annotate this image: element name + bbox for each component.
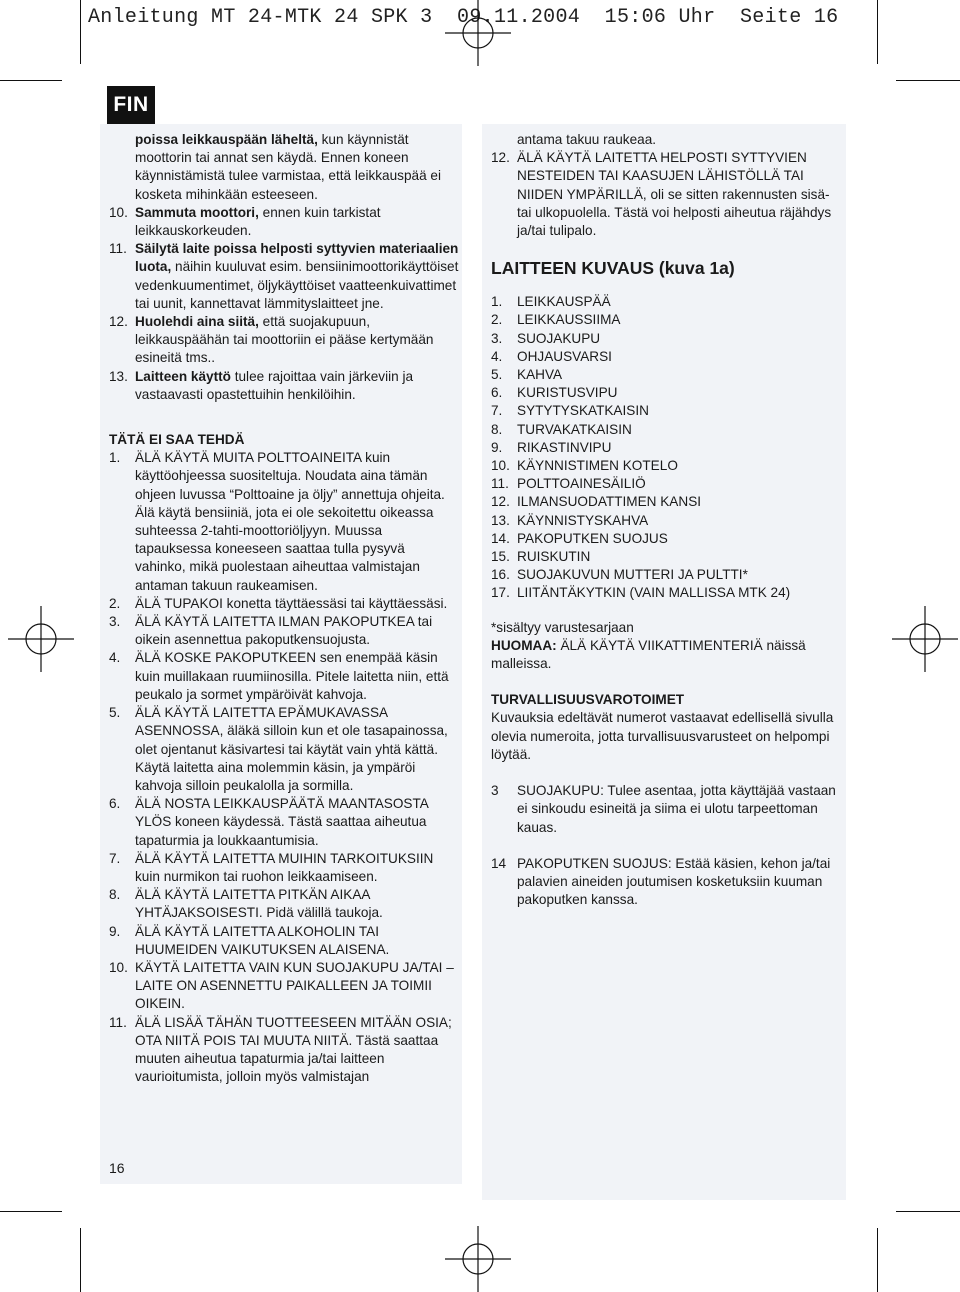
right-column	[491, 131, 843, 909]
print-header: Anleitung MT 24-MTK 24 SPK 3 09.11.2004 15:06 Uhr Seite 16	[88, 6, 839, 29]
part-item	[491, 384, 843, 402]
item-text: ÄLÄ KÄYTÄ LAITETTA ILMAN PAKOPUTKEA tai oikein asennettua pakoputkensuojusta.	[135, 614, 433, 648]
part-item	[491, 584, 843, 602]
part-item	[491, 330, 843, 348]
item-bold: Säilytä laite poissa helposti syttyvien materiaalien luota,	[135, 241, 459, 275]
left-column	[109, 131, 459, 1086]
item-number: 6.	[109, 796, 121, 812]
safety-rule-item	[109, 240, 459, 313]
dont-item	[109, 850, 459, 886]
item-text: KAHVA	[517, 367, 563, 383]
item-number: 10.	[109, 959, 128, 975]
item-text: PAKOPUTKEN SUOJUS	[517, 530, 668, 546]
part-item	[491, 366, 843, 384]
item-number: 13.	[491, 512, 510, 528]
item-number: 4.	[491, 348, 503, 364]
item-number: 7.	[109, 850, 121, 866]
page-number: 16	[109, 1160, 125, 1176]
safety-rule-item	[109, 204, 459, 240]
item-number: 11.	[109, 1014, 127, 1030]
part-item	[491, 530, 843, 548]
item-number: 12.	[491, 494, 510, 510]
item-number: 9.	[491, 439, 503, 455]
intro-text: kun käynnistät moottorin tai annat sen käydä. Ennen koneen käynnistämistä tulee varmistaa, että leikkauspää ei kosketa mihinkään esteeseen.	[135, 132, 442, 202]
safety-item	[491, 782, 843, 837]
item-text: SYTYTYSKATKAISIN	[517, 403, 649, 419]
item-number: 2.	[109, 595, 121, 611]
item-text: ÄLÄ KÄYTÄ LAITETTA EPÄMUKAVASSA ASENNOSSA, äläkä silloin kun et ole tasapainossa, olet ojentanut käsivartesi tai käytät vain yhtä kättä. Käytä laitetta aina molemmin käsin, ja ympäröi kahvoja silloin peukalolla ja sormilla.	[135, 705, 448, 793]
safety-intro: Kuvauksia edeltävät numerot vastaavat edellisellä sivulla olevia numeroita, jotta turvallisuusvarusteet on helpompi löytää.	[491, 710, 834, 762]
parts-title: LAITTEEN KUVAUS (kuva 1a)	[491, 258, 735, 279]
dont-item	[109, 613, 459, 649]
safety-title: TURVALLISUUSVAROTOIMET	[491, 692, 685, 708]
item-number: 7.	[491, 403, 503, 419]
item-number: 12.	[109, 314, 128, 330]
item-number: 16.	[491, 567, 510, 583]
item-text: TURVAKATKAISIN	[517, 421, 632, 437]
item-number: 6.	[491, 385, 503, 401]
language-badge: FIN	[107, 86, 155, 124]
safety-item	[491, 855, 843, 910]
item-text: SUOJAKUVUN MUTTERI JA PULTTI*	[517, 567, 748, 583]
item-number: 2.	[491, 312, 503, 328]
item-number: 9.	[109, 923, 121, 939]
part-item	[491, 566, 843, 584]
item-number: 17.	[491, 585, 510, 601]
item-text: ILMANSUODATTIMEN KANSI	[517, 494, 702, 510]
registration-mark-icon	[445, 0, 511, 66]
item-number: 10.	[109, 204, 128, 220]
item-number: 13.	[109, 368, 128, 384]
item-number: 3.	[491, 330, 503, 346]
item-bold: Sammuta moottori,	[135, 204, 259, 220]
dont-item	[491, 149, 843, 240]
item-text: tulee rajoittaa vain järkeviin ja vastaavasti opastettuihin henkilöihin.	[135, 368, 414, 402]
item-number: 14	[491, 855, 507, 871]
part-item	[491, 311, 843, 329]
part-item	[491, 475, 843, 493]
item-text: KÄYNNISTYSKAHVA	[517, 512, 649, 528]
item-text: RIKASTINVIPU	[517, 439, 612, 455]
dont-item	[109, 795, 459, 850]
dont-item	[109, 923, 459, 959]
item-number: 14.	[491, 530, 510, 546]
item-text: LIITÄNTÄKYTKIN (VAIN MALLISSA MTK 24)	[517, 585, 791, 601]
crop-mark	[80, 0, 81, 64]
item-number: 8.	[491, 421, 503, 437]
item-text: LEIKKAUSSIIMA	[517, 312, 621, 328]
item-text: SUOJAKUPU	[517, 330, 601, 346]
item-text: POLTTOAINESÄILIÖ	[517, 476, 646, 492]
continued-text: antama takuu raukeaa.	[517, 132, 657, 147]
crop-mark	[0, 1211, 62, 1212]
note-paragraph	[491, 637, 843, 673]
item-text: ÄLÄ KÄYTÄ LAITETTA MUIHIN TARKOITUKSIIN kuin nurmikon tai ruohon leikkaamiseen.	[135, 850, 434, 884]
note-text: ÄLÄ KÄYTÄ VIIKATTIMENTERIÄ näissä malleissa.	[491, 637, 806, 672]
part-item	[491, 348, 843, 366]
item-number: 11.	[109, 241, 127, 257]
registration-mark-icon	[8, 606, 74, 672]
item-text: ÄLÄ NOSTA LEIKKAUSPÄÄTÄ MAANTASOSTA YLÖS koneen käydessä. Tästä saattaa aiheutua tapaturmia ja loukkaantumisia.	[135, 796, 429, 848]
item-text: ÄLÄ KÄYTÄ LAITETTA ALKOHOLIN TAI HUUMEIDEN VAIKUTUKSEN ALAISENA.	[135, 923, 390, 957]
part-item	[491, 512, 843, 530]
intro-bold: poissa leikkauspään läheltä,	[135, 132, 318, 147]
item-text: ÄLÄ LISÄÄ TÄHÄN TUOTTEESEEN MITÄÄN OSIA; OTA NIITÄ POIS TAI MUUTA NIITÄ. Tästä saattaa muuten aiheutua tapaturmia ja/tai laitteen vaurioitumista, jolloin myös valmistajan	[135, 1014, 452, 1085]
item-text: PAKOPUTKEN SUOJUS: Estää käsien, kehon ja/tai palavien aineiden joutumisen kosketuksiin kuuman pakoputken kanssa.	[517, 855, 831, 908]
dont-item	[109, 959, 459, 1014]
item-text: KÄYTÄ LAITETTA VAIN KUN SUOJAKUPU JA/TAI –LAITE ON ASENNETTU PAIKALLEEN JA TOIMII OIKEIN.	[135, 959, 454, 1012]
item-text: että suojakupuun, leikkauspäähän tai moottoriin ei pääse kertymään esineitä tms..	[135, 314, 434, 366]
item-number: 5.	[109, 705, 121, 721]
item-number: 1.	[491, 294, 503, 310]
intro-paragraph	[109, 131, 459, 204]
item-number: 3	[491, 783, 499, 799]
dont-item	[109, 704, 459, 795]
part-item	[491, 402, 843, 420]
safety-rule-item	[109, 368, 459, 404]
item-number: 5.	[491, 367, 503, 383]
item-number: 12.	[491, 150, 510, 166]
part-item	[491, 548, 843, 566]
crop-mark	[896, 80, 960, 81]
item-text: ÄLÄ KÄYTÄ LAITETTA PITKÄN AIKAA YHTÄJAKSOISESTI. Pidä välillä taukoja.	[135, 887, 383, 921]
crop-mark	[877, 1228, 878, 1292]
item-number: 3.	[109, 614, 121, 630]
item-text: OHJAUSVARSI	[517, 348, 612, 364]
item-text: KÄYNNISTIMEN KOTELO	[517, 458, 678, 474]
crop-mark	[80, 1228, 81, 1292]
dont-item	[109, 595, 459, 613]
item-text: LEIKKAUSPÄÄ	[517, 294, 611, 310]
crop-mark	[896, 1211, 960, 1212]
item-text: ÄLÄ KOSKE PAKOPUTKEEN sen enempää käsin kuin muillakaan ruumiinosilla. Pitele laitetta niin, että peukalo ja sormet ympäröivät kahvoja.	[135, 650, 449, 702]
footnote: *sisältyy varustesarjaan	[491, 619, 634, 635]
part-item	[491, 421, 843, 439]
item-text: ÄLÄ KÄYTÄ LAITETTA HELPOSTI SYTTYVIEN NESTEIDEN TAI KAASUJEN LÄHISTÖLLÄ TAI NIIDEN YMPÄRILLÄ, oli se sitten rakennusten sisä- tai ulkopuolella. Tästä voi helposti aiheutua räjähdys ja/tai tulipalo.	[517, 150, 832, 239]
crop-mark	[0, 80, 62, 81]
item-text: ÄLÄ KÄYTÄ MUITA POLTTOAINEITA kuin käyttöohjeessa suositeltuja. Noudata aina tämän ohjeen luvussa “Polttoaine ja öljy” annettuja ohjeita. Älä käytä bensiiniä, jota ei ole sekoitettu oikeassa suhteessa 2-tahti-moottoriöljyyn. Muussa tapauksessa koneeseen saattaa tulla pysyvä vahinko, mikä puolestaan aiheuttaa valmistajan antaman takuun raukeamisen.	[135, 450, 445, 593]
item-text: näihin kuuluvat esim. bensiinimoottorikäyttöiset vedenkuumentimet, öljykäyttöiset vaatteenkuivattimet tai uunit, kannettavat lämmityslaitteet jne.	[135, 259, 459, 311]
part-item	[491, 457, 843, 475]
item-text: RUISKUTIN	[517, 549, 591, 565]
dont-item	[109, 886, 459, 922]
section-title: TÄTÄ EI SAA TEHDÄ	[109, 432, 245, 448]
crop-mark	[877, 0, 878, 64]
item-text: SUOJAKUPU: Tulee asentaa, jotta käyttäjää vastaan ei sinkoudu esineitä ja siima ei ulotu tarpeettoman kauas.	[517, 783, 836, 835]
dont-item	[109, 1014, 459, 1087]
part-item	[491, 293, 843, 311]
item-number: 10.	[491, 458, 510, 474]
safety-rule-item	[109, 313, 459, 368]
part-item	[491, 493, 843, 511]
dont-item	[109, 449, 459, 595]
registration-mark-icon	[892, 606, 958, 672]
item-number: 4.	[109, 650, 121, 666]
item-text: ÄLÄ TUPAKOI konetta täyttäessäsi tai käyttäessäsi.	[135, 595, 448, 611]
item-text: ennen kuin tarkistat leikkauskorkeuden.	[135, 204, 381, 239]
item-number: 1.	[109, 450, 121, 466]
item-number: 11.	[491, 476, 509, 492]
part-item	[491, 439, 843, 457]
registration-mark-icon	[445, 1226, 511, 1292]
dont-item	[109, 649, 459, 704]
note-bold: HUOMAA:	[491, 637, 557, 653]
item-number: 8.	[109, 887, 121, 903]
item-bold: Laitteen käyttö	[135, 368, 231, 384]
item-bold: Huolehdi aina siitä,	[135, 314, 259, 330]
item-text: KURISTUSVIPU	[517, 385, 618, 401]
item-number: 15.	[491, 549, 510, 565]
